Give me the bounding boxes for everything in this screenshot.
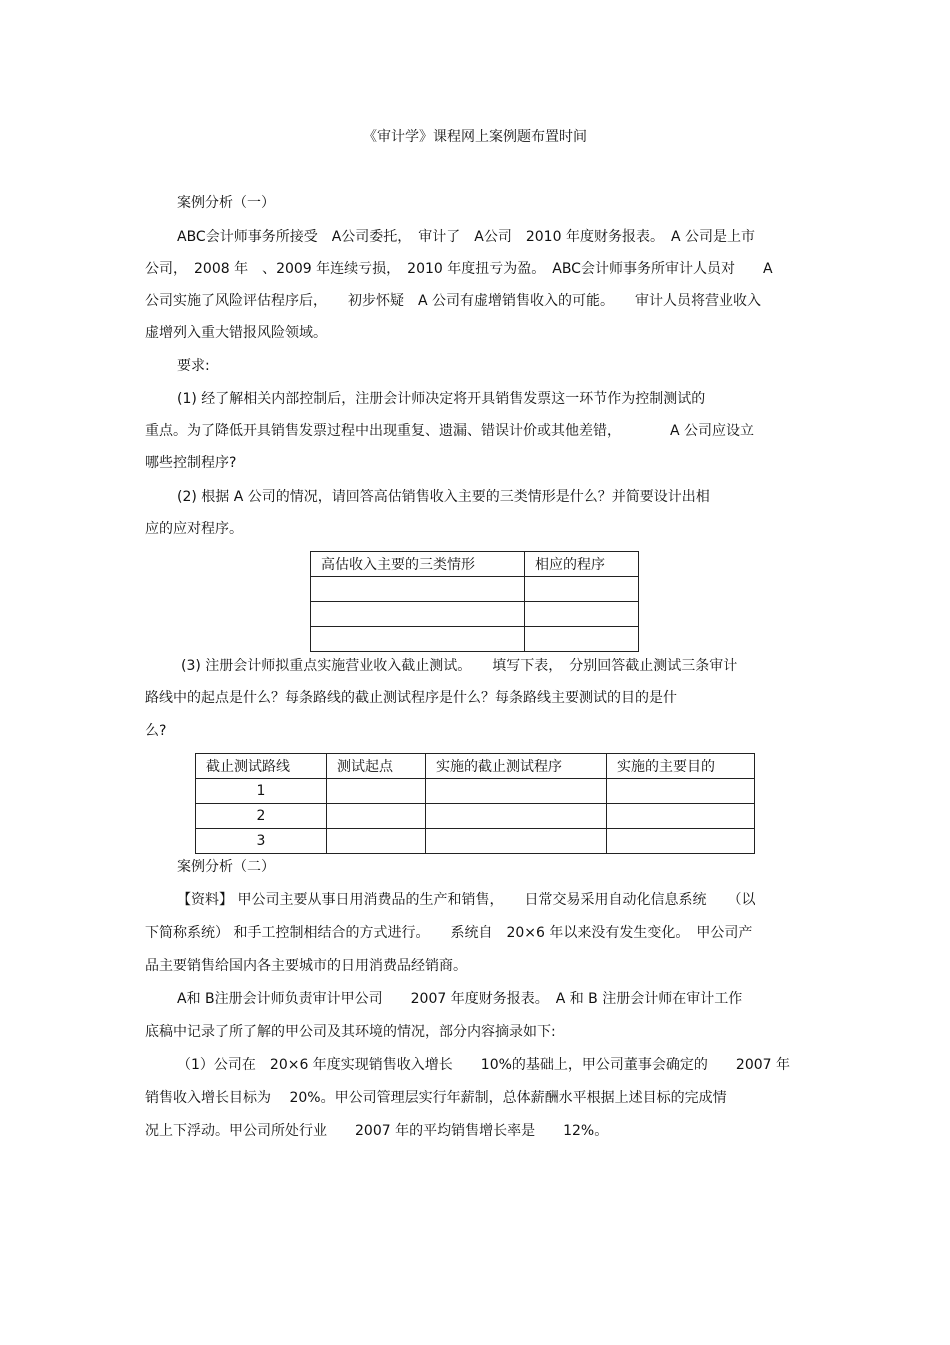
table-header-cell: 相应的程序 <box>525 552 639 577</box>
question-2-line: 应的应对程序。 <box>145 521 243 537</box>
case2-paragraph-line: 底稿中记录了所了解的甲公司及其环境的情况，部分内容摘录如下: <box>145 1024 556 1040</box>
document-title: 《审计学》课程网上案例题布置时间 <box>363 129 587 145</box>
case2-paragraph-line: 品主要销售给国内各主要城市的日用消费品经销商。 <box>145 958 467 974</box>
question-3-line: 么? <box>145 723 167 739</box>
question-3-line: (3) 注册会计师拟重点实施营业收入截止测试。 填写下表， 分别回答截止测试三条审计 <box>181 658 738 674</box>
overstatement-table <box>310 551 639 652</box>
table-header-cell: 测试起点 <box>327 754 426 779</box>
table-row <box>196 804 755 829</box>
table-header-cell: 高估收入主要的三类情形 <box>311 552 525 577</box>
requirements-label: 要求: <box>177 358 210 374</box>
table-header-row <box>311 552 639 577</box>
case2-paragraph-line: （1）公司在 20×6 年度实现销售收入增长 10%的基础上，甲公司董事会确定的 2007 年 <box>177 1057 791 1073</box>
case1-paragraph-line: ABC会计师事务所接受 A公司委托， 审计了 A公司 2010 年度财务报表。 A 公司是上市 <box>177 229 755 245</box>
case2-paragraph-line: 况上下浮动。甲公司所处行业 2007 年的平均销售增长率是 12%。 <box>145 1123 609 1139</box>
table-cell <box>327 804 426 829</box>
table-cell <box>607 779 755 804</box>
table-row <box>311 602 639 627</box>
case2-paragraph-line: 销售收入增长目标为 20%。甲公司管理层实行年薪制，总体薪酬水平根据上述目标的完成情 <box>145 1090 727 1106</box>
case1-paragraph-line: 公司， 2008 年 、2009 年连续亏损， 2010 年度扭亏为盈。 ABC会计师事务所审计人员对 A <box>145 261 773 277</box>
question-2-line: (2) 根据 A 公司的情况，请回答高估销售收入主要的三类情形是什么？并简要设计出相 <box>177 489 710 505</box>
table-cell: 2 <box>196 804 327 829</box>
table-row <box>311 577 639 602</box>
case1-paragraph-line: 公司实施了风险评估程序后， 初步怀疑 A 公司有虚增销售收入的可能。 审计人员将营业收入 <box>145 293 762 309</box>
table-cell <box>525 577 639 602</box>
case2-paragraph-line: 【资料】 甲公司主要从事日用消费品的生产和销售， 日常交易采用自动化信息系统 （以 <box>177 892 756 908</box>
question-1-line: 哪些控制程序? <box>145 455 237 471</box>
table-cell <box>311 577 525 602</box>
table-cell <box>426 804 607 829</box>
table-cell <box>327 779 426 804</box>
table-cell <box>607 829 755 854</box>
question-1-line: 重点。为了降低开具销售发票过程中出现重复、遗漏、错误计价或其他差错， A 公司应设立 <box>145 423 755 439</box>
table-header-cell: 实施的截止测试程序 <box>426 754 607 779</box>
case2-heading: 案例分析（二） <box>177 859 275 875</box>
case2-paragraph-line: 下简称系统） 和手工控制相结合的方式进行。 系统自 20×6 年以来没有发生变化。 甲公司产 <box>145 925 753 941</box>
table-cell <box>525 602 639 627</box>
table-cell <box>426 829 607 854</box>
case1-paragraph-line: 虚增列入重大错报风险领域。 <box>145 325 327 341</box>
table-header-cell: 截止测试路线 <box>196 754 327 779</box>
question-1-line: (1) 经了解相关内部控制后，注册会计师决定将开具销售发票这一环节作为控制测试的 <box>177 391 706 407</box>
table-cell <box>607 804 755 829</box>
table-cell <box>327 829 426 854</box>
table-header-cell: 实施的主要目的 <box>607 754 755 779</box>
table-cell: 3 <box>196 829 327 854</box>
table-cell <box>426 779 607 804</box>
table-header-row <box>196 754 755 779</box>
question-3-line: 路线中的起点是什么？每条路线的截止测试程序是什么？每条路线主要测试的目的是什 <box>145 690 677 706</box>
table-cell <box>311 602 525 627</box>
table-cell: 1 <box>196 779 327 804</box>
case2-paragraph-line: A和 B注册会计师负责审计甲公司 2007 年度财务报表。 A 和 B 注册会计师在审计工作 <box>177 991 743 1007</box>
table-cell <box>525 627 639 652</box>
table-cell <box>311 627 525 652</box>
table-row <box>196 779 755 804</box>
table-row <box>311 627 639 652</box>
table-row <box>196 829 755 854</box>
case1-heading: 案例分析（一） <box>177 195 275 211</box>
cutoff-test-table <box>195 753 755 854</box>
